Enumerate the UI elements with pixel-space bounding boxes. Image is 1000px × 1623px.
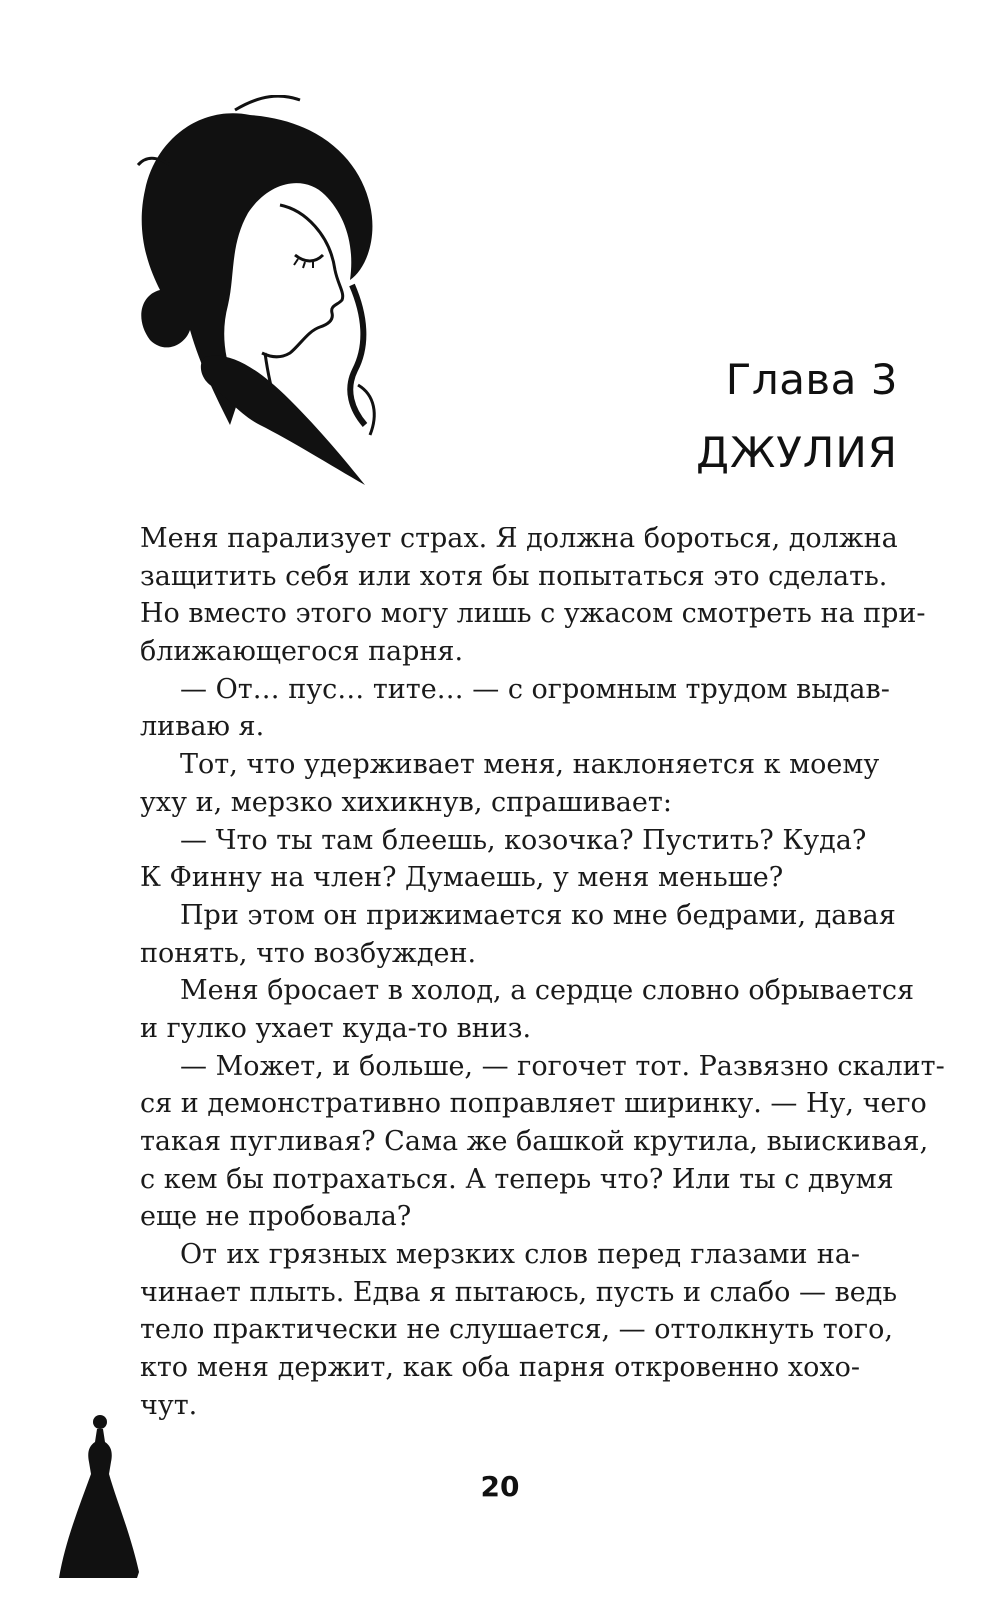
text-line: — Что ты там блеешь, козочка? Пустить? Куда? [180, 824, 867, 856]
chapter-number: Глава 3 [725, 355, 898, 404]
text-line: понять, что возбужден. [140, 937, 477, 969]
text-line: Меня бросает в холод, а сердце словно обрывается [180, 975, 915, 1007]
page-number: 20 [480, 1470, 520, 1503]
text-line: уху и, мерзко хихикнув, спрашивает: [140, 786, 672, 818]
text-line: Тот, что удерживает меня, наклоняется к моему [180, 749, 880, 781]
text-line: с кем бы потрахаться. А теперь что? Или ты с двумя [140, 1163, 894, 1195]
text-line: и гулко ухает куда-то вниз. [140, 1012, 532, 1044]
chapter-heading [696, 355, 898, 479]
text-line: ся и демонстративно поправляет ширинку. — Ну, чего [140, 1088, 927, 1120]
text-line: защитить себя или хотя бы попытаться это сделать. [140, 560, 888, 592]
chapter-title: ДЖУЛИЯ [696, 428, 898, 477]
text-line: От их грязных мерзких слов перед глазами на- [180, 1239, 860, 1271]
text-line: ливаю я. [140, 711, 265, 743]
text-line: кто меня держит, как оба парня откровенно хохо- [140, 1352, 860, 1384]
text-line: ближающегося парня. [140, 636, 464, 668]
text-line: чинает плыть. Едва я пытаюсь, пусть и слабо — ведь [140, 1276, 898, 1308]
text-line: чут. [140, 1389, 198, 1421]
chapter-body-text [140, 520, 945, 1425]
text-line: Меня парализует страх. Я должна бороться, должна [140, 523, 898, 554]
text-line: — Может, и больше, — гогочет тот. Развязно скалит- [180, 1050, 945, 1082]
text-line: еще не пробовала? [140, 1201, 412, 1233]
text-line: — От… пус… тите… — с огромным трудом выдав- [180, 673, 890, 705]
text-line: тело практически не слушается, — оттолкнуть того, [140, 1314, 893, 1346]
woman-portrait-icon [130, 95, 380, 495]
text-line: Но вместо этого могу лишь с ужасом смотреть на при- [140, 598, 926, 630]
text-line: К Финну на член? Думаешь, у меня меньше? [140, 862, 784, 894]
text-line: такая пугливая? Сама же башкой крутила, выискивая, [140, 1126, 929, 1157]
text-line: При этом он прижимается ко мне бедрами, давая [180, 899, 896, 931]
